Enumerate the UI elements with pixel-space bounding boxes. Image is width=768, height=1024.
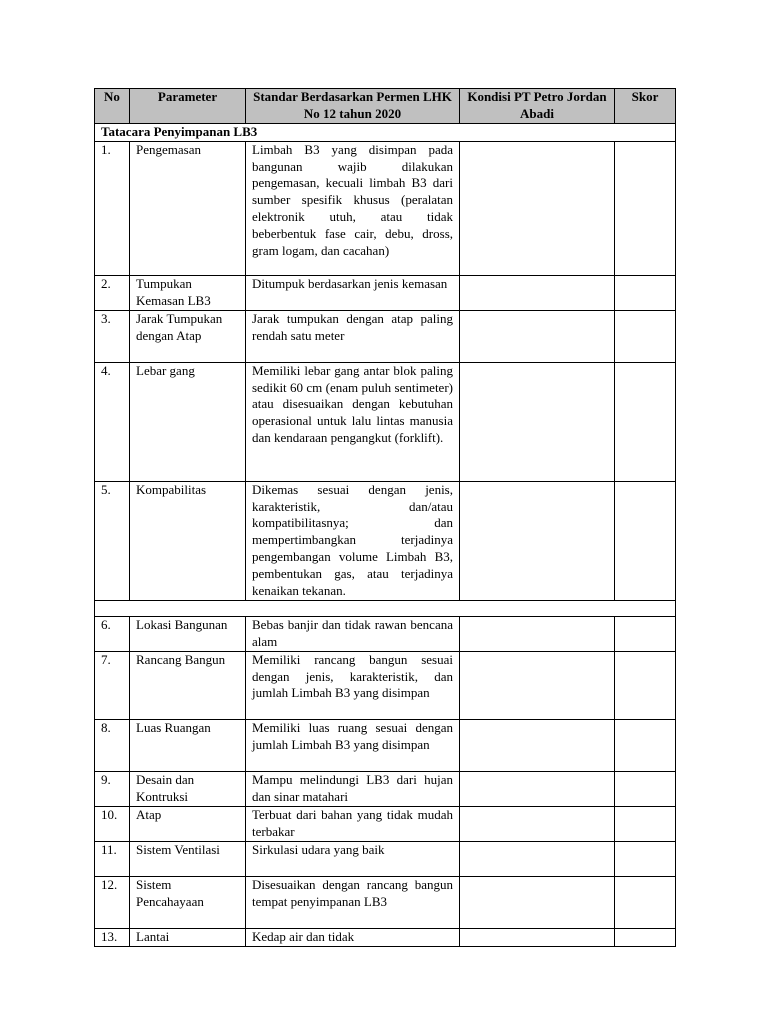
row-condition-cell[interactable] — [460, 310, 615, 362]
row-condition-cell[interactable] — [460, 651, 615, 719]
row-condition-cell[interactable] — [460, 841, 615, 876]
row-number: 6. — [95, 616, 130, 651]
row-condition-cell[interactable] — [460, 141, 615, 275]
row-standard: Ditumpuk berdasarkan jenis kemasan — [246, 275, 460, 310]
table-header-row — [95, 89, 676, 124]
row-score-cell[interactable] — [615, 806, 676, 841]
row-parameter: Tumpukan Kemasan LB3 — [130, 275, 246, 310]
row-score-cell[interactable] — [615, 275, 676, 310]
row-standard: Dikemas sesuai dengan jenis, karakteristik, dan/atau kompatibilitasnya; dan mempertimbangkan terjadinya pengembangan volume Limbah B3, pembentukan gas, atau terjadinya kenaikan tekanan. — [246, 481, 460, 600]
row-parameter: Lokasi Bangunan — [130, 616, 246, 651]
table-row — [95, 876, 676, 928]
table-row — [95, 928, 676, 946]
row-standard: Terbuat dari bahan yang tidak mudah terbakar — [246, 806, 460, 841]
assessment-table — [94, 88, 676, 947]
row-score-cell[interactable] — [615, 841, 676, 876]
table-row — [95, 481, 676, 600]
row-standard: Memiliki luas ruang sesuai dengan jumlah Limbah B3 yang disimpan — [246, 719, 460, 771]
row-condition-cell[interactable] — [460, 719, 615, 771]
row-score-cell[interactable] — [615, 876, 676, 928]
row-parameter: Pengemasan — [130, 141, 246, 275]
row-number: 1. — [95, 141, 130, 275]
table-row — [95, 771, 676, 806]
row-number: 9. — [95, 771, 130, 806]
row-standard: Bebas banjir dan tidak rawan bencana alam — [246, 616, 460, 651]
section-title: Tatacara Penyimpanan LB3 — [95, 124, 676, 142]
row-parameter: Lebar gang — [130, 362, 246, 481]
table-row — [95, 616, 676, 651]
table-row — [95, 275, 676, 310]
header-no: No — [95, 89, 130, 124]
row-number: 3. — [95, 310, 130, 362]
header-score: Skor — [615, 89, 676, 124]
row-parameter: Jarak Tumpukan dengan Atap — [130, 310, 246, 362]
table-row — [95, 841, 676, 876]
row-standard: Sirkulasi udara yang baik — [246, 841, 460, 876]
row-condition-cell[interactable] — [460, 771, 615, 806]
row-standard: Memiliki rancang bangun sesuai dengan jenis, karakteristik, dan jumlah Limbah B3 yang disimpan — [246, 651, 460, 719]
separator-cell — [95, 600, 676, 616]
table-row — [95, 141, 676, 275]
row-number: 5. — [95, 481, 130, 600]
header-standard: Standar Berdasarkan Permen LHK No 12 tahun 2020 — [246, 89, 460, 124]
row-score-cell[interactable] — [615, 141, 676, 275]
row-parameter: Desain dan Kontruksi — [130, 771, 246, 806]
row-condition-cell[interactable] — [460, 806, 615, 841]
table-row — [95, 310, 676, 362]
row-condition-cell[interactable] — [460, 275, 615, 310]
row-number: 11. — [95, 841, 130, 876]
row-standard: Jarak tumpukan dengan atap paling rendah satu meter — [246, 310, 460, 362]
section-row — [95, 124, 676, 142]
row-score-cell[interactable] — [615, 928, 676, 946]
row-score-cell[interactable] — [615, 362, 676, 481]
row-score-cell[interactable] — [615, 651, 676, 719]
row-number: 13. — [95, 928, 130, 946]
row-parameter: Luas Ruangan — [130, 719, 246, 771]
row-score-cell[interactable] — [615, 771, 676, 806]
row-condition-cell[interactable] — [460, 928, 615, 946]
table-row — [95, 806, 676, 841]
row-condition-cell[interactable] — [460, 481, 615, 600]
table-row — [95, 719, 676, 771]
row-number: 12. — [95, 876, 130, 928]
row-number: 8. — [95, 719, 130, 771]
row-score-cell[interactable] — [615, 310, 676, 362]
row-number: 2. — [95, 275, 130, 310]
table-row — [95, 362, 676, 481]
row-score-cell[interactable] — [615, 616, 676, 651]
row-parameter: Sistem Ventilasi — [130, 841, 246, 876]
separator-row — [95, 600, 676, 616]
row-score-cell[interactable] — [615, 481, 676, 600]
row-condition-cell[interactable] — [460, 616, 615, 651]
header-parameter: Parameter — [130, 89, 246, 124]
header-condition: Kondisi PT Petro Jordan Abadi — [460, 89, 615, 124]
row-number: 4. — [95, 362, 130, 481]
row-parameter: Atap — [130, 806, 246, 841]
row-parameter: Sistem Pencahayaan — [130, 876, 246, 928]
row-standard: Memiliki lebar gang antar blok paling sedikit 60 cm (enam puluh sentimeter) atau disesuaikan dengan kebutuhan operasional untuk lalu lintas manusia dan kendaraan pengangkut (forklift). — [246, 362, 460, 481]
table-body — [95, 124, 676, 947]
row-score-cell[interactable] — [615, 719, 676, 771]
row-parameter: Kompabilitas — [130, 481, 246, 600]
row-standard: Kedap air dan tidak — [246, 928, 460, 946]
row-standard: Mampu melindungi LB3 dari hujan dan sinar matahari — [246, 771, 460, 806]
row-condition-cell[interactable] — [460, 362, 615, 481]
row-condition-cell[interactable] — [460, 876, 615, 928]
table-row — [95, 651, 676, 719]
row-parameter: Lantai — [130, 928, 246, 946]
row-number: 10. — [95, 806, 130, 841]
row-standard: Limbah B3 yang disimpan pada bangunan wajib dilakukan pengemasan, kecuali limbah B3 dari sumber spesifik khusus (peralatan elektronik utuh, atau tidak beberbentuk fase cair, debu, dross, gram logam, dan cacahan) — [246, 141, 460, 275]
row-parameter: Rancang Bangun — [130, 651, 246, 719]
row-number: 7. — [95, 651, 130, 719]
row-standard: Disesuaikan dengan rancang bangun tempat penyimpanan LB3 — [246, 876, 460, 928]
